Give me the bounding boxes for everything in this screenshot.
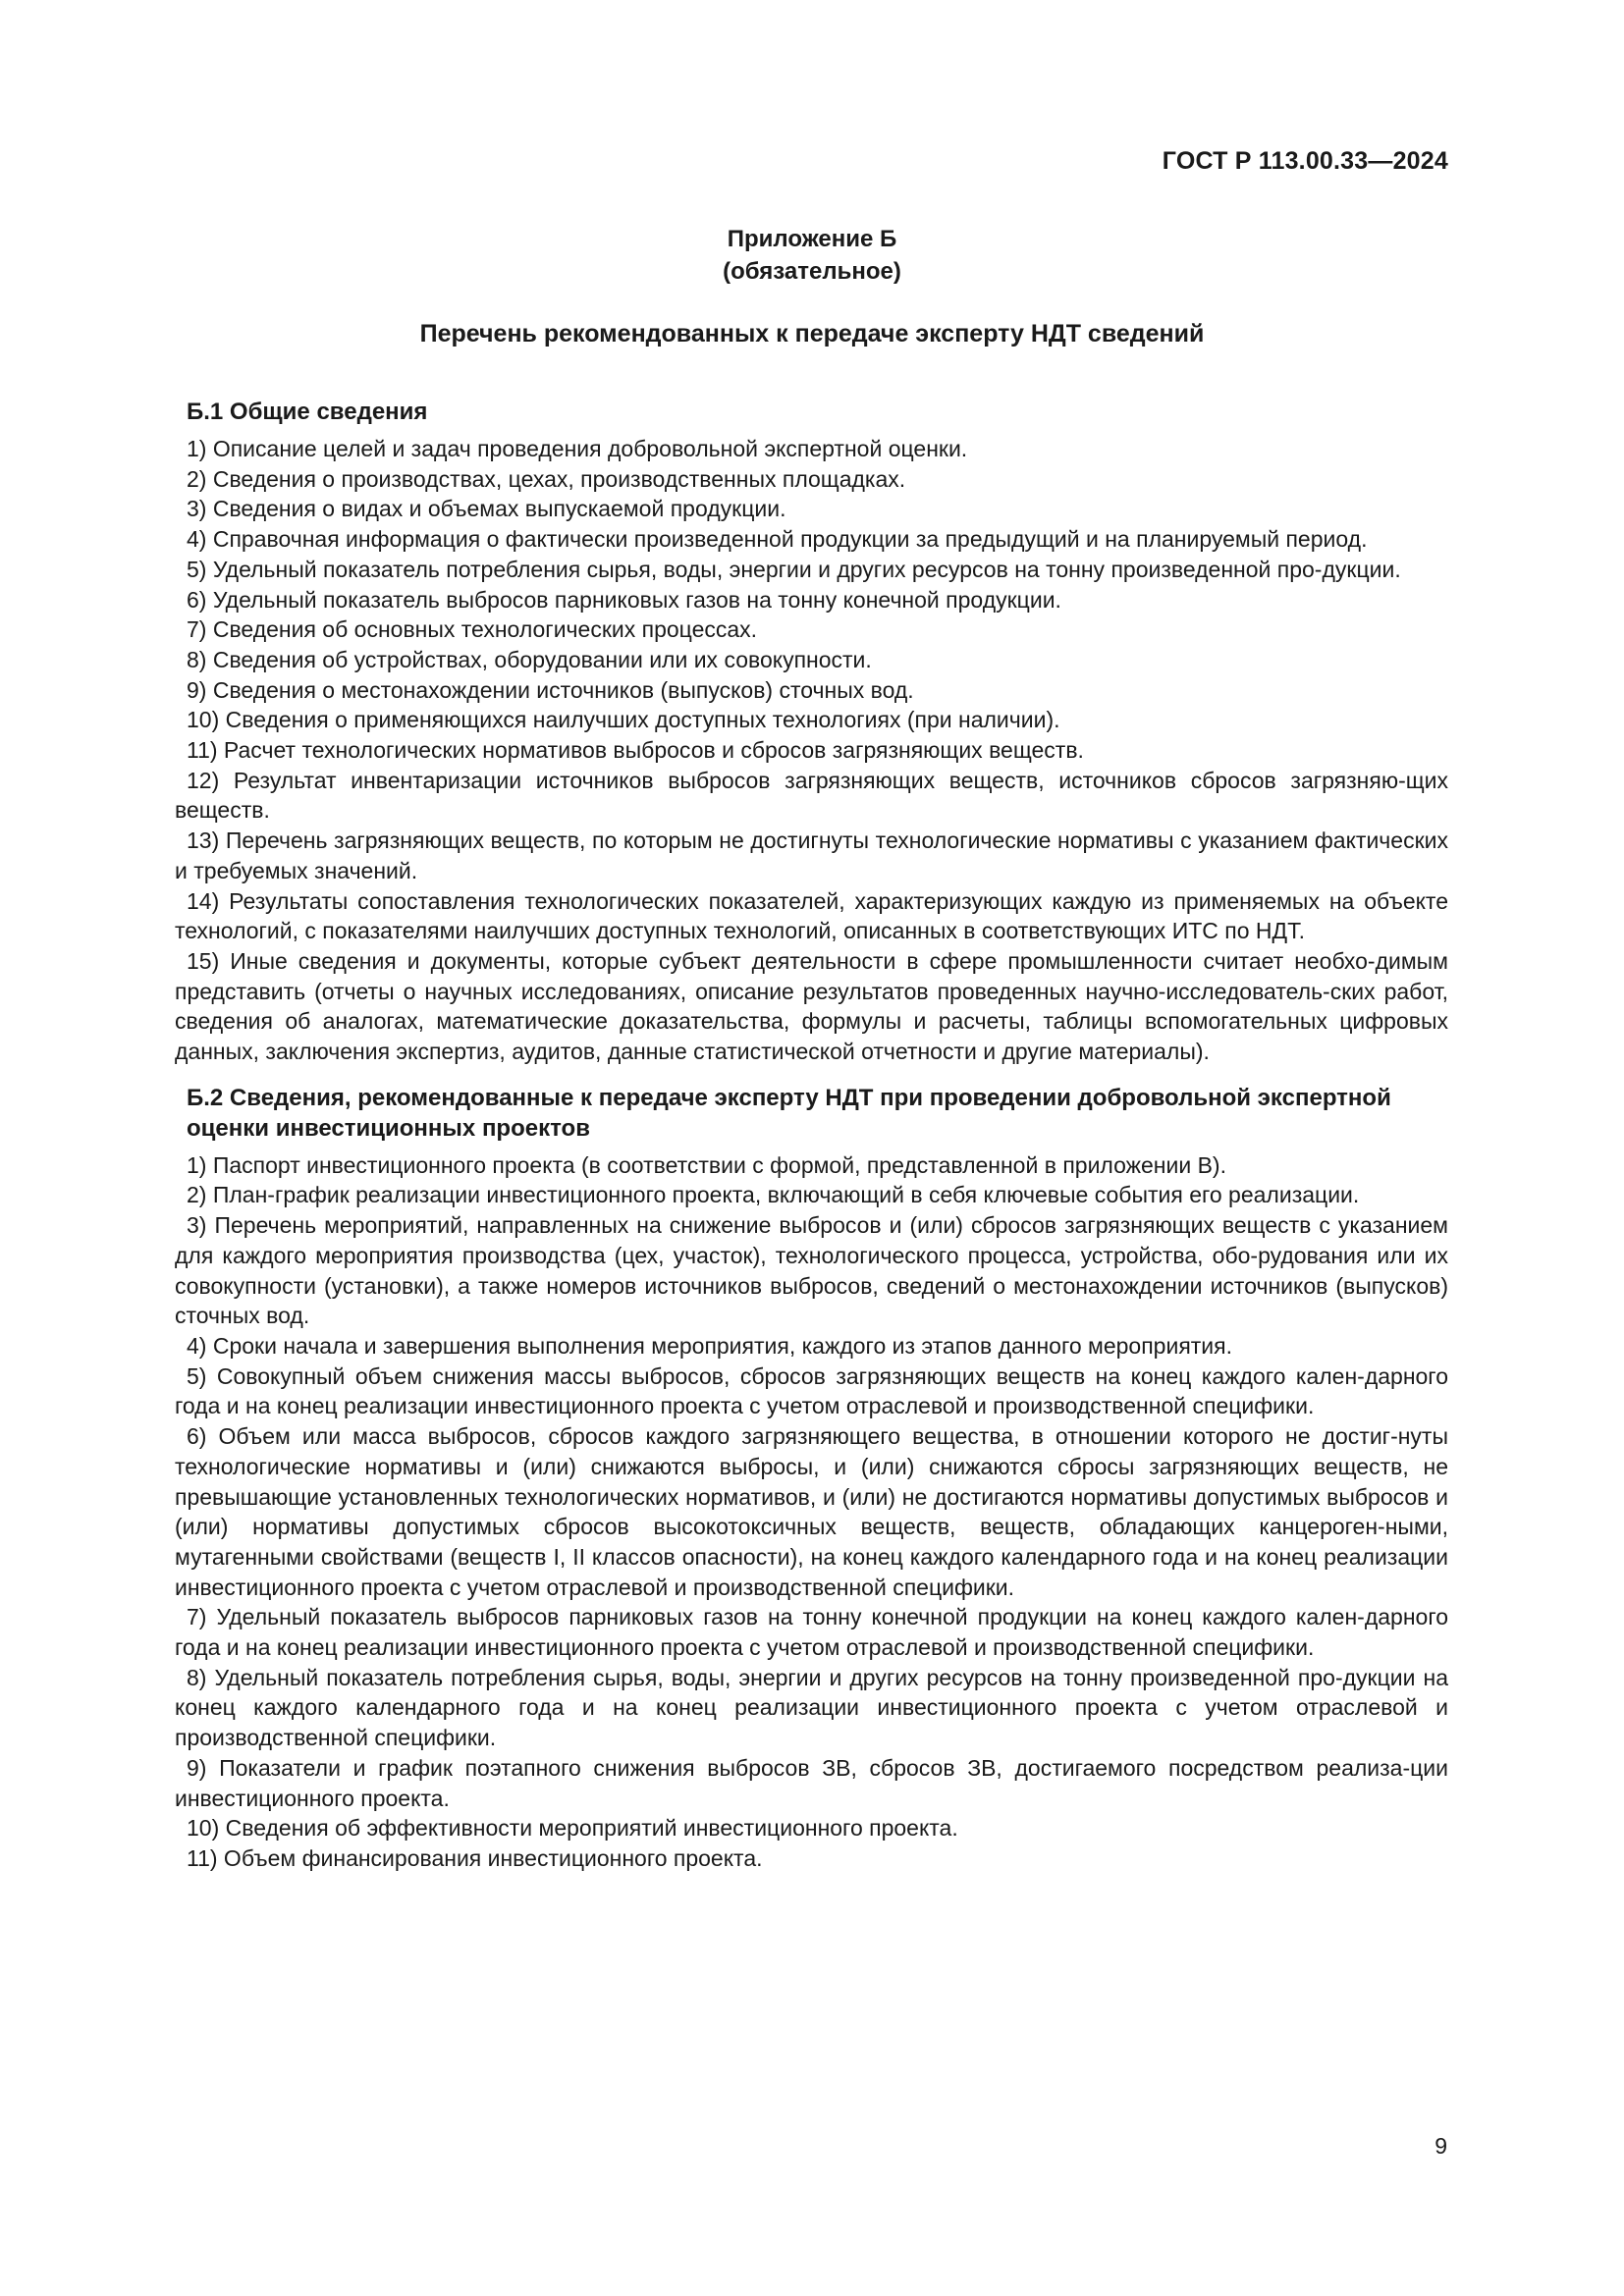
list-item: 10) Сведения о применяющихся наилучших доступных технологиях (при наличии). [187, 707, 1060, 733]
list-item: 10) Сведения об эффективности мероприятий инвестиционного проекта. [187, 1815, 958, 1842]
list-item: 5) Удельный показатель потребления сырья, воды, энергии и других ресурсов на тонну произведенной про-дукции. [187, 556, 1401, 582]
list-item: 14) Результаты сопоставления технологических показателей, характеризующих каждую из применяемых на объекте технологий, с показателями наилучших доступных технологий, описанных в соответствующих ИТС по НДТ. [175, 887, 1448, 944]
appendix-label: Приложение Б [727, 226, 897, 252]
list-item: 9) Показатели и график поэтапного снижения выбросов ЗВ, сбросов ЗВ, достигаемого посредством реализа-ции инвестиционного проекта. [175, 1754, 1448, 1811]
list-item: 13) Перечень загрязняющих веществ, по которым не достигнуты технологические нормативы с указанием фактических и требуемых значений. [175, 828, 1448, 883]
list-item: 6) Объем или масса выбросов, сбросов каждого загрязняющего вещества, в отношении которого не достиг-нуты технологические нормативы и (или) снижаются выбросы, и (или) снижаются сбросы загрязняющих веществ, не превышающие установленных технологических нормативов, и (или) не достигаются нормативы допустимых выбросов и (или) нормативы допустимых сбросов высокотоксичных веществ, веществ, обладающих канцероген-ными, мутагенными свойствами (веществ I, II классов опасности), на конец каждого календарного года и на конец реализации инвестиционного проекта с учетом отраслевой и производственной специфики. [175, 1423, 1448, 1600]
list-item: 9) Сведения о местонахождении источников (выпусков) сточных вод. [187, 676, 914, 703]
list-item: 4) Справочная информация о фактически произведенной продукции за предыдущий и на планируемый период. [187, 526, 1368, 553]
list-item: 6) Удельный показатель выбросов парниковых газов на тонну конечной продукции. [187, 586, 1061, 613]
list-item: 11) Объем финансирования инвестиционного проекта. [187, 1844, 763, 1871]
list-item: 7) Сведения об основных технологических процессах. [187, 616, 758, 643]
document-code: ГОСТ Р 113.00.33—2024 [1162, 147, 1448, 175]
document-body [175, 397, 1448, 1874]
list-item: 1) Паспорт инвестиционного проекта (в соответствии с формой, представленной в приложении В). [187, 1151, 1226, 1178]
appendix-heading [0, 223, 1624, 288]
list-item: 3) Сведения о видах и объемах выпускаемой продукции. [187, 496, 786, 522]
list-item: 3) Перечень мероприятий, направленных на снижение выбросов и (или) сбросов загрязняющих веществ с указанием для каждого мероприятия производства (цех, участок), технологического процесса, устройства, обо-рудования или их совокупности (установки), а также номеров источников выбросов, сведений о местонахождении источников (выпусков) сточных вод. [175, 1212, 1448, 1329]
list-item: 15) Иные сведения и документы, которые субъект деятельности в сфере промышленности считает необхо-димым представить (отчеты о научных исследованиях, описание результатов проведенных научно-исследователь-ских работ, сведения об аналогах, математические доказательства, формулы и расчеты, таблицы вспомогательных цифровых данных, заключения экспертиз, аудитов, данные статистической отчетности и другие материалы). [175, 947, 1448, 1065]
section-heading: Б.2 Сведения, рекомендованные к передаче эксперту НДТ при проведении добровольной экспертной оценки инвестиционных проектов [187, 1084, 1391, 1142]
page-title: Перечень рекомендованных к передаче эксперту НДТ сведений [419, 320, 1205, 347]
section-heading: Б.1 Общие сведения [187, 399, 428, 425]
page-number: 9 [1435, 2133, 1447, 2159]
list-item: 7) Удельный показатель выбросов парниковых газов на тонну конечной продукции на конец каждого кален-дарного года и на конец реализации инвестиционного проекта с учетом отраслевой и производственной специфики. [175, 1604, 1448, 1661]
list-item: 2) Сведения о производствах, цехах, производственных площадках. [187, 465, 906, 492]
list-item: 8) Удельный показатель потребления сырья, воды, энергии и других ресурсов на тонну произведенной про-дукции на конец каждого календарного года и на конец реализации инвестиционного проекта с учетом отраслевой и производственной специфики. [175, 1664, 1448, 1751]
list-item: 5) Совокупный объем снижения массы выбросов, сбросов загрязняющих веществ на конец каждого кален-дарного года и на конец реализации инвестиционного проекта с учетом отраслевой и производственной специфики. [175, 1362, 1448, 1419]
list-item: 12) Результат инвентаризации источников выбросов загрязняющих веществ, источников сбросов загрязняю-щих веществ. [175, 767, 1448, 824]
list-item: 4) Сроки начала и завершения выполнения мероприятия, каждого из этапов данного мероприятия. [187, 1332, 1232, 1359]
list-item: 2) План-график реализации инвестиционного проекта, включающий в себя ключевые события его реализации. [187, 1182, 1360, 1208]
list-item: 11) Расчет технологических нормативов выбросов и сбросов загрязняющих веществ. [187, 737, 1084, 764]
list-item: 1) Описание целей и задач проведения добровольной экспертной оценки. [187, 436, 968, 461]
list-item: 8) Сведения об устройствах, оборудовании или их совокупности. [187, 646, 872, 672]
appendix-status: (обязательное) [723, 258, 901, 285]
